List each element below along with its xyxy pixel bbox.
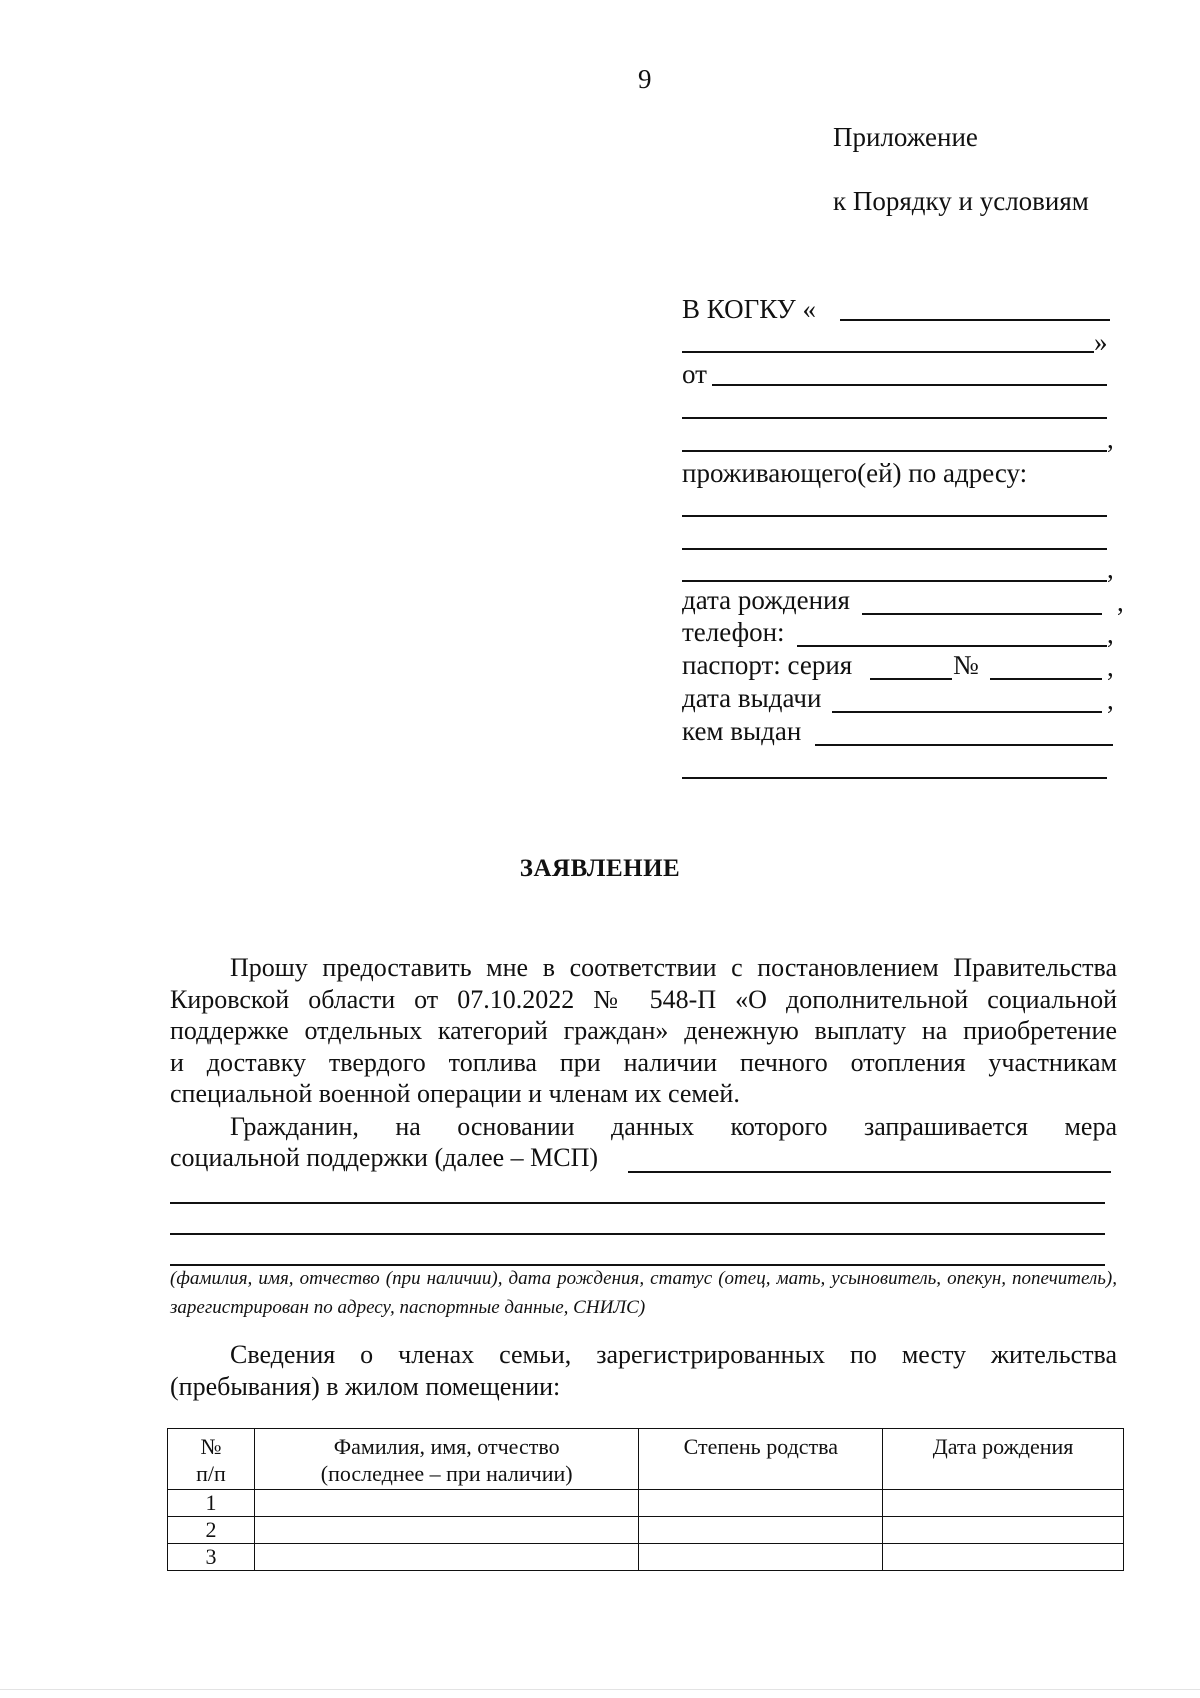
address-field-line1[interactable] [682,515,1107,517]
family-paragraph [170,1339,1117,1402]
request-line: поддержке отдельных категорий граждан» денежную выплату на приобретение [170,1016,1117,1045]
name-cell[interactable] [254,1490,639,1517]
from-field-line2[interactable] [682,417,1107,419]
column-header-name [254,1429,639,1490]
passport-label: паспорт: серия [682,650,853,680]
issue-date-label: дата выдачи [682,683,822,713]
from-field-line3[interactable] [682,450,1107,452]
table-header-row [168,1429,1124,1490]
issued-by-label: кем выдан [682,716,802,746]
family-line: Сведения о членах семьи, зарегистрированных по месту жительства [230,1340,1117,1369]
from-label: от [682,359,707,389]
issue-date-field[interactable] [832,711,1102,713]
row-number: 1 [168,1490,255,1517]
citizen-field-line2[interactable] [170,1202,1105,1204]
document-title: ЗАЯВЛЕНИЕ [519,855,681,882]
comma: , [1107,424,1114,454]
scan-edge [0,1689,1200,1690]
table-row [168,1490,1124,1517]
request-line: Кировской области от 07.10.2022 № 548-П «О дополнительной социальной [170,984,1117,1014]
family-line: (пребывания) в жилом помещении: [170,1371,561,1401]
citizen-line: Гражданин, на основании данных которого запрашивается мера [230,1112,1117,1141]
phone-label: телефон: [682,617,785,647]
citizen-paragraph [170,1111,1117,1143]
request-line: и доставку твердого топлива при наличии печного отопления участникам [170,1047,1117,1077]
citizen-line: социальной поддержки (далее – МСП) [170,1143,599,1172]
appendix-title: Приложение [833,122,978,152]
relation-cell[interactable] [639,1544,883,1571]
address-label: проживающего(ей) по адресу: [682,458,1028,488]
address-field-line2[interactable] [682,548,1107,550]
relation-cell[interactable] [639,1490,883,1517]
comma: , [1107,685,1114,715]
issued-by-field-line2[interactable] [682,777,1107,779]
addressee-field[interactable] [840,319,1110,321]
phone-field[interactable] [797,645,1107,647]
citizen-field-line3[interactable] [170,1233,1105,1235]
column-header-number [168,1429,255,1490]
name-cell[interactable] [254,1544,639,1571]
family-members-table [167,1428,1124,1571]
page-number: 9 [638,64,652,94]
citizen-field[interactable] [628,1171,1111,1173]
comma: , [1107,554,1114,584]
birth-date-label: дата рождения [682,585,850,615]
passport-number-field[interactable] [990,678,1102,680]
from-field[interactable] [712,384,1107,386]
birth-date-cell[interactable] [883,1490,1124,1517]
column-header-name-line1: Фамилия, имя, отчество [333,1434,560,1459]
column-header-birth-date: Дата рождения [883,1429,1124,1490]
request-line: специальной военной операции и членам их семей. [170,1079,740,1108]
birth-date-cell[interactable] [883,1517,1124,1544]
comma: , [1117,587,1124,617]
birth-date-cell[interactable] [883,1544,1124,1571]
table-row [168,1544,1124,1571]
birth-date-field[interactable] [862,613,1102,615]
appendix-subtitle: к Порядку и условиям [833,186,1089,216]
row-number: 2 [168,1517,255,1544]
comma: , [1107,652,1114,682]
table-row [168,1517,1124,1544]
relation-cell[interactable] [639,1517,883,1544]
citizen-field-hint: (фамилия, имя, отчество (при наличии), дата рождения, статус (отец, мать, усыновитель, опекун, попечитель), зарегистрирован по адресу, паспортные данные, СНИЛС) [170,1268,1117,1318]
column-header-number-line2: п/п [196,1461,226,1486]
request-paragraph [170,952,1117,1110]
addressee-label: В КОГКУ « [682,294,817,324]
name-cell[interactable] [254,1517,639,1544]
column-header-name-line2: (последнее – при наличии) [320,1461,573,1486]
address-field-line3[interactable] [682,580,1107,582]
issued-by-field[interactable] [815,744,1113,746]
request-line: Прошу предоставить мне в соответствии с постановлением Правительства [230,953,1117,982]
column-header-number-line1: № [200,1434,222,1459]
passport-number-sign: № [953,650,979,680]
column-header-relation: Степень родства [639,1429,883,1490]
passport-series-field[interactable] [870,678,952,680]
addressee-field-cont[interactable] [682,351,1094,353]
comma: , [1107,619,1114,649]
addressee-close-quote: » [1094,327,1108,357]
row-number: 3 [168,1544,255,1571]
